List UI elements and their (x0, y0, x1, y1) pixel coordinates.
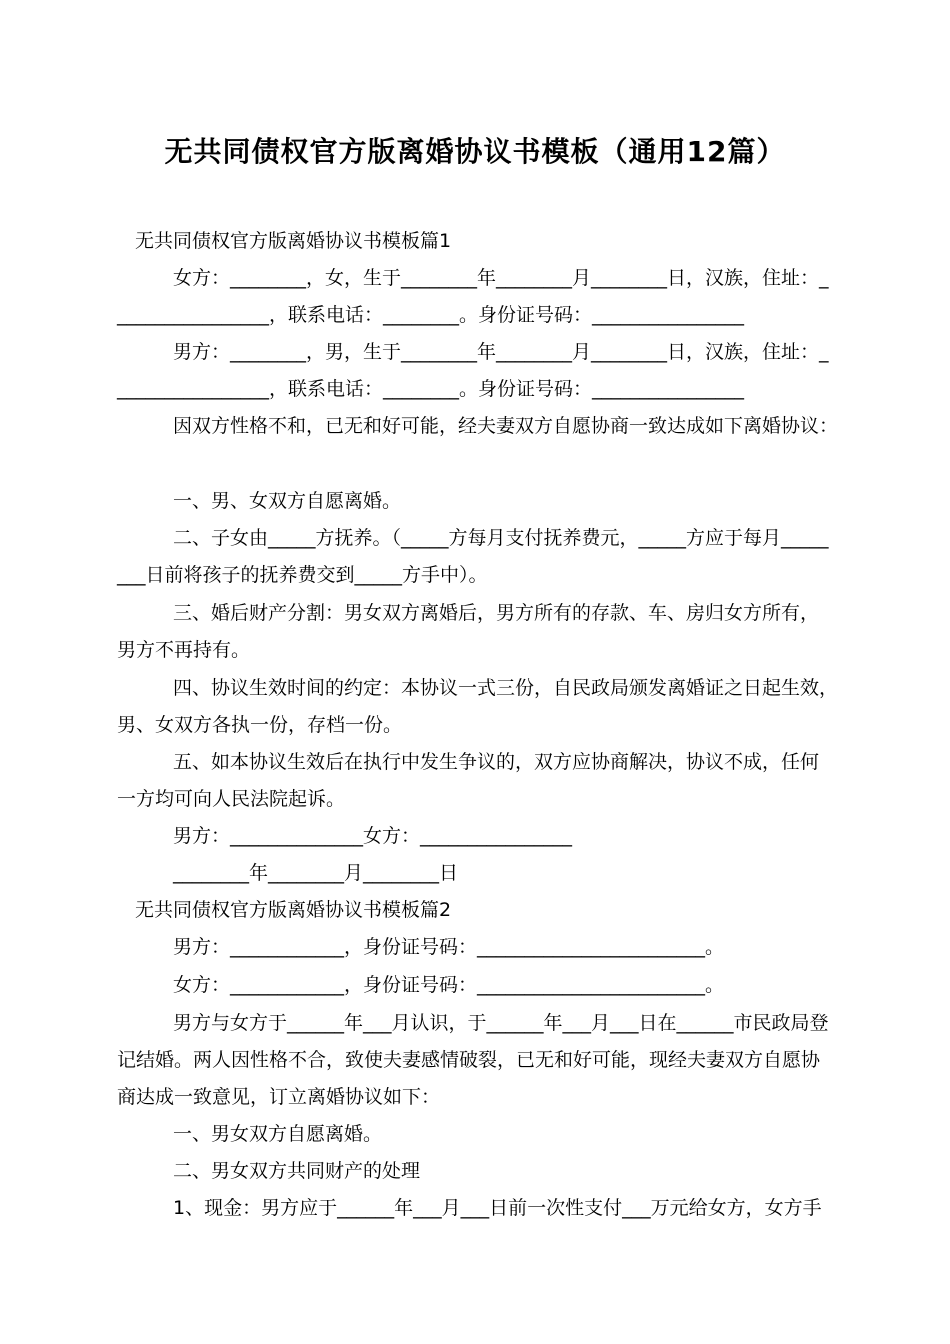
paragraph-line: 四、协议生效时间的约定：本协议一式三份，自民政局颁发离婚证之日起生效， (173, 677, 839, 699)
paragraph-line: 一、男女双方自愿离婚。 (173, 1123, 383, 1145)
paragraph-line: ________________，联系电话：________。身份证号码：________________ (117, 378, 745, 400)
paragraph-line: 二、子女由_____方抚养。（_____方每月支付抚养费元，_____方应于每月_____ (173, 527, 829, 549)
paragraph-line: 女方：________，女，生于________年________月________日，汉族，住址：_ (173, 267, 829, 289)
paragraph-line: 男方不再持有。 (117, 639, 251, 661)
paragraph-line: 二、男女双方共同财产的处理 (173, 1160, 421, 1182)
paragraph-line: 商达成一致意见，订立离婚协议如下： (117, 1086, 441, 1108)
paragraph-line: 因双方性格不和，已无和好可能，经夫妻双方自愿协商一致达成如下离婚协议： (173, 415, 839, 437)
paragraph-line: 女方：____________，身份证号码：________________________。 (173, 974, 725, 996)
paragraph-line: 男方：____________，身份证号码：________________________。 (173, 936, 725, 958)
paragraph-line: 记结婚。两人因性格不合，致使夫妻感情破裂，已无和好可能，现经夫妻双方自愿协 (117, 1049, 821, 1071)
paragraph-line: 男方与女方于______年___月认识，于______年___月___日在______市民政局登 (173, 1012, 829, 1034)
document-title: 无共同债权官方版离婚协议书模板（通用12篇） (164, 135, 786, 168)
paragraph-line: 1、现金：男方应于______年___月___日前一次性支付___万元给女方，女方手 (173, 1197, 822, 1219)
section-heading-2: 无共同债权官方版离婚协议书模板篇2 (135, 899, 452, 921)
paragraph-line: ________________，联系电话：________。身份证号码：________________ (117, 304, 745, 326)
section-heading-1: 无共同债权官方版离婚协议书模板篇1 (135, 230, 452, 252)
signature-line: 男方：______________女方：________________ (173, 825, 573, 847)
paragraph-line: ___日前将孩子的抚养费交到_____方手中）。 (117, 564, 488, 586)
paragraph-line: 男方：________，男，生于________年________月________日，汉族，住址：_ (173, 341, 829, 363)
paragraph-line: 一方均可向人民法院起诉。 (117, 788, 346, 810)
paragraph-line: 一、男、女双方自愿离婚。 (173, 490, 402, 512)
paragraph-line: 五、如本协议生效后在执行中发生争议的，双方应协商解决，协议不成，任何 (173, 751, 820, 773)
paragraph-line: 男、女双方各执一份，存档一份。 (117, 714, 403, 736)
date-line: ________年________月________日 (173, 862, 459, 884)
paragraph-line: 三、婚后财产分割：男女双方离婚后，男方所有的存款、车、房归女方所有， (173, 602, 820, 624)
